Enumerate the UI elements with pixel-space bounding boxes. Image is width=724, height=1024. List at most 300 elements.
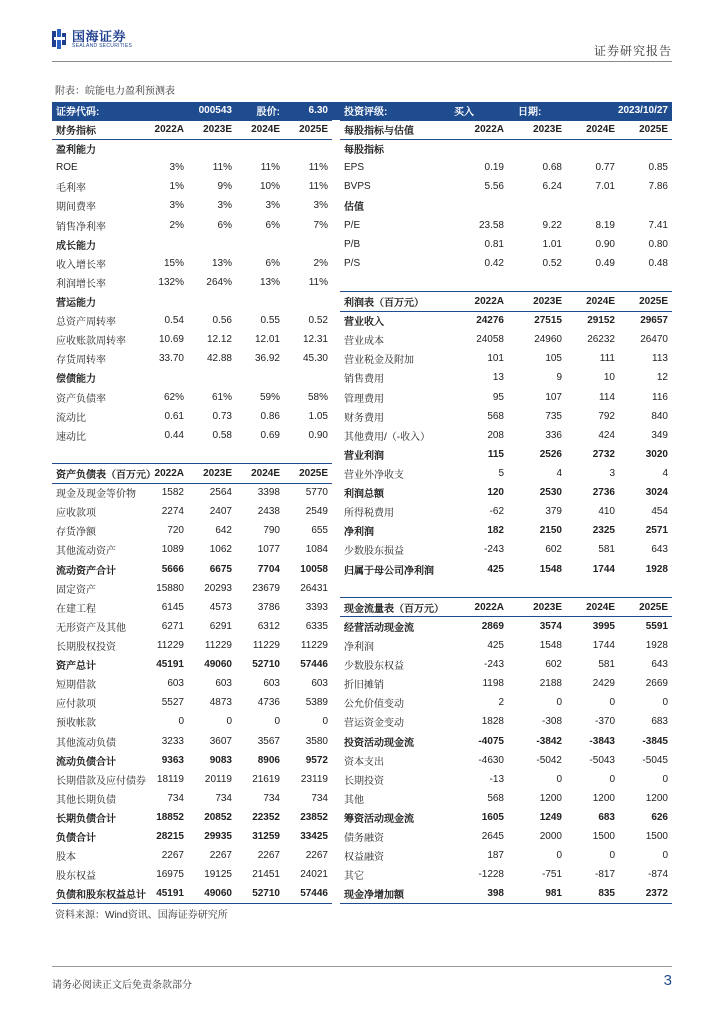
left-value-cell: 3% bbox=[265, 200, 280, 212]
footer-divider bbox=[52, 966, 672, 967]
right-value-cell: 643 bbox=[651, 659, 668, 671]
right-value-cell: 424 bbox=[598, 429, 615, 441]
left-value-cell: 5666 bbox=[161, 563, 184, 575]
right-label-cell: 投资活动现金流 bbox=[344, 737, 414, 749]
right-value-cell: 2023E bbox=[508, 292, 566, 311]
table-row bbox=[52, 884, 672, 903]
right-value-cell: 1928 bbox=[645, 640, 668, 651]
right-value-cell: -62 bbox=[489, 506, 504, 518]
column-gap bbox=[332, 311, 340, 330]
right-label-cell: P/S bbox=[344, 257, 361, 269]
right-label-cell: 净利润 bbox=[344, 527, 374, 539]
left-value-cell: 45.30 bbox=[302, 353, 328, 365]
right-value-cell: -874 bbox=[647, 869, 668, 881]
right-value-cell: 24276 bbox=[476, 315, 504, 327]
right-value-cell: 1.01 bbox=[542, 238, 562, 250]
right-value-cell: 0 bbox=[609, 697, 615, 709]
right-value-cell: 2530 bbox=[539, 487, 562, 499]
left-value-cell: 45191 bbox=[136, 884, 188, 903]
right-value-cell: 379 bbox=[545, 506, 562, 518]
column-gap bbox=[332, 808, 340, 827]
right-value-cell: 7.41 bbox=[648, 219, 668, 231]
left-value-cell: 6335 bbox=[305, 620, 328, 632]
column-gap bbox=[332, 617, 340, 636]
right-value-cell: 2571 bbox=[645, 525, 668, 537]
left-label-cell: ROE bbox=[56, 162, 78, 174]
left-value-cell: 6271 bbox=[161, 620, 184, 632]
right-value-cell: 115 bbox=[487, 448, 504, 460]
left-value-cell: 11229 bbox=[300, 640, 328, 651]
left-value-cell: 1% bbox=[169, 181, 184, 193]
left-value-cell: 36.92 bbox=[254, 353, 280, 365]
left-value-cell bbox=[284, 235, 332, 254]
left-value-cell bbox=[284, 139, 332, 158]
left-value-cell: 790 bbox=[263, 525, 280, 537]
disclaimer-text: 请务必阅读正文后免责条款部分 bbox=[52, 980, 192, 991]
left-value-cell: 2407 bbox=[209, 506, 232, 518]
left-value-cell: 11% bbox=[260, 162, 280, 174]
right-value-cell: -3843 bbox=[589, 735, 615, 747]
right-value-cell: 0 bbox=[556, 850, 562, 862]
right-value-cell: 1828 bbox=[481, 716, 504, 728]
right-value-cell bbox=[566, 196, 619, 215]
right-value-cell bbox=[508, 579, 566, 598]
right-value-cell: 2025E bbox=[619, 120, 672, 139]
left-value-cell: 8906 bbox=[257, 754, 280, 766]
table-row bbox=[52, 158, 672, 177]
right-label-cell: 现金流量表（百万元） bbox=[340, 598, 450, 617]
right-value-cell: 2325 bbox=[592, 525, 615, 537]
left-label-cell: 资产总计 bbox=[56, 661, 96, 673]
column-gap bbox=[332, 464, 340, 483]
left-value-cell: 16975 bbox=[156, 869, 184, 881]
right-value-cell: 1500 bbox=[645, 831, 668, 843]
left-value-cell: 0.58 bbox=[212, 429, 232, 441]
right-value-cell: 13 bbox=[492, 372, 504, 384]
left-value-cell: 33.70 bbox=[158, 353, 184, 365]
report-type: 证券研究报告 bbox=[593, 44, 672, 58]
right-value-cell: 1200 bbox=[645, 792, 668, 804]
left-value-cell: 28215 bbox=[156, 831, 184, 843]
left-label-cell: 长期股权投资 bbox=[56, 642, 116, 653]
left-value-cell: 15% bbox=[163, 257, 184, 269]
column-gap bbox=[332, 636, 340, 655]
right-value-cell bbox=[508, 139, 566, 158]
left-value-cell bbox=[236, 292, 284, 311]
right-value-cell: 4 bbox=[662, 468, 668, 480]
column-gap bbox=[332, 120, 340, 139]
column-gap bbox=[332, 674, 340, 693]
right-value-cell bbox=[450, 196, 508, 215]
right-value-cell: 6.24 bbox=[542, 181, 562, 193]
table-row bbox=[52, 579, 672, 598]
right-label-cell: 折旧摊销 bbox=[344, 680, 384, 692]
column-gap bbox=[332, 751, 340, 770]
table-row bbox=[52, 235, 672, 254]
right-label-cell: 归属于母公司净利润 bbox=[344, 565, 434, 577]
right-label-cell: 所得税费用 bbox=[344, 508, 394, 520]
column-gap bbox=[332, 216, 340, 235]
left-value-cell: 33425 bbox=[300, 831, 328, 843]
left-value-cell: 2267 bbox=[209, 850, 232, 862]
right-value-cell: 3020 bbox=[645, 448, 668, 460]
right-value-cell: 9.22 bbox=[542, 219, 562, 231]
right-value-cell: -3845 bbox=[642, 735, 668, 747]
left-label-cell: 其他流动负债 bbox=[56, 737, 116, 749]
column-gap bbox=[332, 158, 340, 177]
left-value-cell: 4736 bbox=[257, 697, 280, 709]
right-value-cell: 0 bbox=[556, 697, 562, 709]
left-value-cell: 0.56 bbox=[212, 315, 232, 327]
left-label-cell: 现金及现金等价物 bbox=[56, 489, 136, 501]
right-value-cell: 643 bbox=[651, 544, 668, 556]
column-gap bbox=[332, 177, 340, 196]
left-label-cell: 销售净利率 bbox=[56, 221, 106, 233]
table-row bbox=[52, 560, 672, 579]
right-value-cell: 2022A bbox=[450, 120, 508, 139]
left-value-cell: 0.90 bbox=[308, 429, 328, 441]
left-value-cell: 0.73 bbox=[212, 410, 232, 422]
right-value-cell: 336 bbox=[545, 429, 562, 441]
table-row bbox=[52, 311, 672, 330]
right-value-cell: 10 bbox=[603, 372, 615, 384]
right-value-cell: 8.19 bbox=[595, 219, 615, 231]
right-value-cell: 425 bbox=[487, 640, 504, 651]
right-value-cell: -370 bbox=[594, 716, 615, 728]
left-value-cell: 0.54 bbox=[164, 315, 184, 327]
left-value-cell: 264% bbox=[206, 276, 232, 288]
right-label-cell: 筹资活动现金流 bbox=[344, 813, 414, 825]
column-gap bbox=[332, 884, 340, 903]
table-row bbox=[52, 292, 672, 311]
left-value-cell: 6145 bbox=[161, 601, 184, 613]
right-value-cell: -1228 bbox=[478, 869, 504, 881]
left-value-cell: 15880 bbox=[156, 582, 184, 594]
left-label-cell: 盈利能力 bbox=[56, 145, 96, 157]
left-value-cell: 5527 bbox=[161, 697, 184, 709]
left-value-cell bbox=[284, 368, 332, 387]
column-gap bbox=[332, 712, 340, 731]
left-value-cell: 0.69 bbox=[260, 429, 280, 441]
left-value-cell bbox=[188, 139, 236, 158]
right-label-cell: 营业税金及附加 bbox=[344, 355, 414, 367]
right-label-cell: 营业外净收支 bbox=[344, 470, 404, 482]
right-value-cell: 0.90 bbox=[595, 238, 615, 250]
table-row bbox=[52, 655, 672, 674]
left-value-cell bbox=[188, 235, 236, 254]
column-gap bbox=[332, 789, 340, 808]
left-label-cell: 应付款项 bbox=[56, 699, 96, 711]
right-value-cell: 1548 bbox=[539, 640, 562, 651]
left-label-cell: 速动比 bbox=[56, 431, 86, 443]
right-label-cell: 其他费用/（-收入） bbox=[344, 431, 431, 443]
table-row bbox=[52, 540, 672, 559]
right-value-cell: -308 bbox=[541, 716, 562, 728]
right-value-cell: 683 bbox=[598, 811, 615, 823]
left-value-cell: 2025E bbox=[284, 464, 332, 483]
right-value-cell bbox=[619, 579, 672, 598]
rating-label: 投资评级: bbox=[340, 102, 450, 120]
left-value-cell: 3567 bbox=[257, 735, 280, 747]
table-row bbox=[52, 751, 672, 770]
table-row bbox=[52, 464, 672, 483]
right-label-cell: 少数股东损益 bbox=[344, 546, 404, 558]
right-label-cell: 估值 bbox=[344, 202, 364, 214]
left-value-cell: 62% bbox=[163, 391, 184, 403]
table-row bbox=[52, 483, 672, 502]
right-value-cell: 2024E bbox=[566, 598, 619, 617]
left-value-cell: 23852 bbox=[300, 811, 328, 823]
right-value-cell: -4630 bbox=[478, 754, 504, 766]
left-value-cell: 5389 bbox=[305, 697, 328, 709]
left-value-cell: 52710 bbox=[252, 659, 280, 671]
column-gap bbox=[332, 846, 340, 865]
logo-en: SEALAND SECURITIES bbox=[72, 42, 133, 49]
left-value-cell: 31259 bbox=[252, 831, 280, 843]
right-value-cell: 454 bbox=[651, 506, 668, 518]
right-value-cell: 0.52 bbox=[542, 257, 562, 269]
right-value-cell: 735 bbox=[545, 410, 562, 422]
right-value-cell: 2024E bbox=[566, 120, 619, 139]
right-value-cell: 581 bbox=[598, 659, 615, 671]
left-label-cell: 其他长期负债 bbox=[56, 794, 116, 806]
left-value-cell: 2024E bbox=[236, 464, 284, 483]
column-gap bbox=[332, 521, 340, 540]
right-value-cell: 1744 bbox=[592, 640, 615, 651]
right-value-cell: 581 bbox=[598, 544, 615, 556]
right-value-cell: 398 bbox=[450, 884, 508, 903]
right-value-cell: -751 bbox=[541, 869, 562, 881]
left-value-cell: 4873 bbox=[209, 697, 232, 709]
table-row bbox=[52, 407, 672, 426]
code-value: 000543 bbox=[136, 102, 236, 120]
left-label-cell: 利润增长率 bbox=[56, 278, 106, 290]
table-row bbox=[52, 139, 672, 158]
left-label-cell: 无形资产及其他 bbox=[56, 622, 126, 634]
left-value-cell bbox=[136, 139, 188, 158]
left-value-cell: 23679 bbox=[252, 582, 280, 594]
right-value-cell: 0.77 bbox=[595, 162, 615, 174]
left-label-cell: 总资产周转率 bbox=[56, 317, 116, 329]
left-value-cell: 0 bbox=[274, 716, 280, 728]
table-row bbox=[52, 196, 672, 215]
column-gap bbox=[332, 388, 340, 407]
right-label-cell: 利润表（百万元） bbox=[340, 292, 450, 311]
right-value-cell bbox=[450, 139, 508, 158]
right-value-cell: 2023E bbox=[508, 598, 566, 617]
right-value-cell: 2732 bbox=[592, 448, 615, 460]
right-value-cell: 2 bbox=[498, 697, 504, 709]
right-label-cell: P/E bbox=[344, 219, 361, 231]
left-value-cell: 0.52 bbox=[308, 315, 328, 327]
left-value-cell: 603 bbox=[263, 678, 280, 690]
left-label-cell: 收入增长率 bbox=[56, 259, 106, 271]
right-value-cell: 0.68 bbox=[542, 162, 562, 174]
header-divider bbox=[52, 61, 672, 62]
table-row bbox=[52, 827, 672, 846]
table-row bbox=[52, 120, 672, 139]
code-label: 证券代码: bbox=[52, 102, 136, 120]
left-value-cell: 2274 bbox=[161, 506, 184, 518]
right-value-cell: 5.56 bbox=[484, 181, 504, 193]
right-value-cell: -817 bbox=[594, 869, 615, 881]
right-label-cell: 管理费用 bbox=[344, 393, 384, 405]
left-value-cell: 57446 bbox=[284, 884, 332, 903]
right-value-cell: 27515 bbox=[534, 315, 562, 327]
right-value-cell: 2022A bbox=[450, 598, 508, 617]
right-value-cell: 26470 bbox=[640, 334, 668, 346]
left-value-cell: 2% bbox=[313, 257, 328, 269]
right-value-cell: 0.81 bbox=[484, 238, 504, 250]
left-value-cell bbox=[136, 368, 188, 387]
left-value-cell: 2549 bbox=[305, 506, 328, 518]
right-value-cell: 1200 bbox=[592, 792, 615, 804]
right-value-cell: 981 bbox=[508, 884, 566, 903]
left-value-cell: 2024E bbox=[236, 120, 284, 139]
right-label-cell: 财务费用 bbox=[344, 412, 384, 424]
left-value-cell: 29935 bbox=[204, 831, 232, 843]
right-label-cell bbox=[340, 273, 450, 292]
left-label-cell: 偿债能力 bbox=[56, 374, 96, 386]
right-label-cell: 经营活动现金流 bbox=[344, 623, 414, 635]
left-value-cell: 58% bbox=[307, 391, 328, 403]
left-label-cell: 流动负债合计 bbox=[56, 756, 116, 768]
left-value-cell: 7% bbox=[313, 219, 328, 231]
left-value-cell: 20293 bbox=[204, 582, 232, 594]
table-row bbox=[52, 349, 672, 368]
right-value-cell: -4075 bbox=[478, 735, 504, 747]
left-value-cell: 3786 bbox=[257, 601, 280, 613]
page-header bbox=[0, 0, 724, 64]
left-value-cell: 1084 bbox=[305, 544, 328, 556]
right-value-cell: 626 bbox=[651, 811, 668, 823]
right-value-cell: 29152 bbox=[587, 315, 615, 327]
left-label-cell: 流动资产合计 bbox=[56, 565, 116, 577]
right-label-cell: 营运资金变动 bbox=[344, 718, 404, 730]
left-value-cell: 2023E bbox=[188, 464, 236, 483]
left-label-cell: 负债和股东权益总计 bbox=[52, 884, 136, 903]
left-value-cell: 1077 bbox=[257, 544, 280, 556]
left-value-cell: 11% bbox=[308, 162, 328, 174]
page-number: 3 bbox=[663, 972, 672, 989]
right-value-cell: 2150 bbox=[539, 525, 562, 537]
left-value-cell: 12.31 bbox=[302, 334, 328, 346]
right-label-cell: 债务融资 bbox=[344, 833, 384, 845]
right-value-cell: 1200 bbox=[539, 792, 562, 804]
left-value-cell bbox=[188, 445, 236, 464]
left-value-cell: 11229 bbox=[252, 640, 280, 651]
right-value-cell: 683 bbox=[651, 716, 668, 728]
column-gap bbox=[332, 330, 340, 349]
left-value-cell: 3580 bbox=[305, 735, 328, 747]
right-label-cell: 净利润 bbox=[344, 642, 374, 653]
right-label-cell: EPS bbox=[344, 162, 365, 174]
logo-mark-icon bbox=[52, 29, 68, 49]
left-label-cell: 短期借款 bbox=[56, 680, 96, 692]
right-value-cell: 2023E bbox=[508, 120, 566, 139]
right-label-cell: 每股指标与估值 bbox=[340, 120, 450, 139]
column-gap bbox=[332, 254, 340, 273]
left-value-cell: 1089 bbox=[161, 544, 184, 556]
left-value-cell: 7704 bbox=[257, 563, 280, 575]
right-value-cell: 2188 bbox=[539, 678, 562, 690]
left-value-cell bbox=[136, 445, 188, 464]
left-value-cell bbox=[188, 368, 236, 387]
left-value-cell: 11% bbox=[308, 181, 328, 193]
table-row bbox=[52, 521, 672, 540]
right-value-cell: 9 bbox=[556, 372, 562, 384]
left-value-cell: 734 bbox=[263, 792, 280, 804]
table-row bbox=[52, 330, 672, 349]
right-value-cell bbox=[619, 273, 672, 292]
right-value-cell: 182 bbox=[487, 525, 504, 537]
left-value-cell: 0.86 bbox=[260, 410, 280, 422]
right-label-cell: 长期投资 bbox=[344, 775, 384, 787]
left-label-cell: 固定资产 bbox=[56, 584, 96, 596]
left-value-cell: 6675 bbox=[209, 563, 232, 575]
left-value-cell: 3393 bbox=[305, 601, 328, 613]
left-label-cell: 营运能力 bbox=[56, 298, 96, 310]
left-value-cell: 42.88 bbox=[206, 353, 232, 365]
right-label-cell: 现金净增加额 bbox=[340, 884, 450, 903]
right-value-cell: 0 bbox=[662, 850, 668, 862]
table-row bbox=[52, 712, 672, 731]
left-value-cell: 23119 bbox=[300, 773, 328, 785]
right-value-cell: -5042 bbox=[536, 754, 562, 766]
left-value-cell: 603 bbox=[167, 678, 184, 690]
right-value-cell: 3574 bbox=[539, 621, 562, 633]
right-label-cell: 每股指标 bbox=[344, 145, 384, 157]
left-label-cell: 毛利率 bbox=[56, 183, 86, 195]
column-gap bbox=[332, 368, 340, 387]
left-value-cell: 18119 bbox=[156, 773, 184, 785]
column-gap bbox=[332, 139, 340, 158]
left-value-cell: 3607 bbox=[209, 735, 232, 747]
table-row bbox=[52, 368, 672, 387]
left-value-cell: 11229 bbox=[156, 640, 184, 651]
right-value-cell: 1605 bbox=[481, 811, 504, 823]
table-row bbox=[52, 177, 672, 196]
column-gap bbox=[332, 560, 340, 579]
table-row bbox=[52, 273, 672, 292]
left-value-cell: 3% bbox=[169, 162, 184, 174]
table-row bbox=[52, 216, 672, 235]
right-value-cell bbox=[450, 273, 508, 292]
left-value-cell bbox=[236, 445, 284, 464]
right-value-cell: 113 bbox=[652, 353, 668, 365]
table-row bbox=[52, 426, 672, 445]
left-value-cell: 24021 bbox=[300, 869, 328, 881]
left-value-cell: 2% bbox=[169, 219, 184, 231]
rating-value: 买入 bbox=[450, 102, 508, 120]
right-value-cell: 1249 bbox=[539, 811, 562, 823]
right-value-cell bbox=[450, 579, 508, 598]
left-value-cell: 61% bbox=[211, 391, 232, 403]
right-label-cell: 销售费用 bbox=[344, 374, 384, 386]
right-value-cell: 101 bbox=[487, 353, 504, 365]
left-value-cell: 2564 bbox=[209, 487, 232, 499]
left-value-cell: 22352 bbox=[252, 811, 280, 823]
left-value-cell: 0 bbox=[322, 716, 328, 728]
column-gap bbox=[332, 349, 340, 368]
left-value-cell: 26431 bbox=[300, 582, 328, 594]
right-value-cell: 7.86 bbox=[648, 181, 668, 193]
left-value-cell: 1582 bbox=[161, 487, 184, 499]
left-label-cell: 其他流动资产 bbox=[56, 546, 116, 558]
right-value-cell: 3995 bbox=[592, 621, 615, 633]
right-label-cell: 资本支出 bbox=[344, 756, 384, 768]
column-gap bbox=[332, 540, 340, 559]
